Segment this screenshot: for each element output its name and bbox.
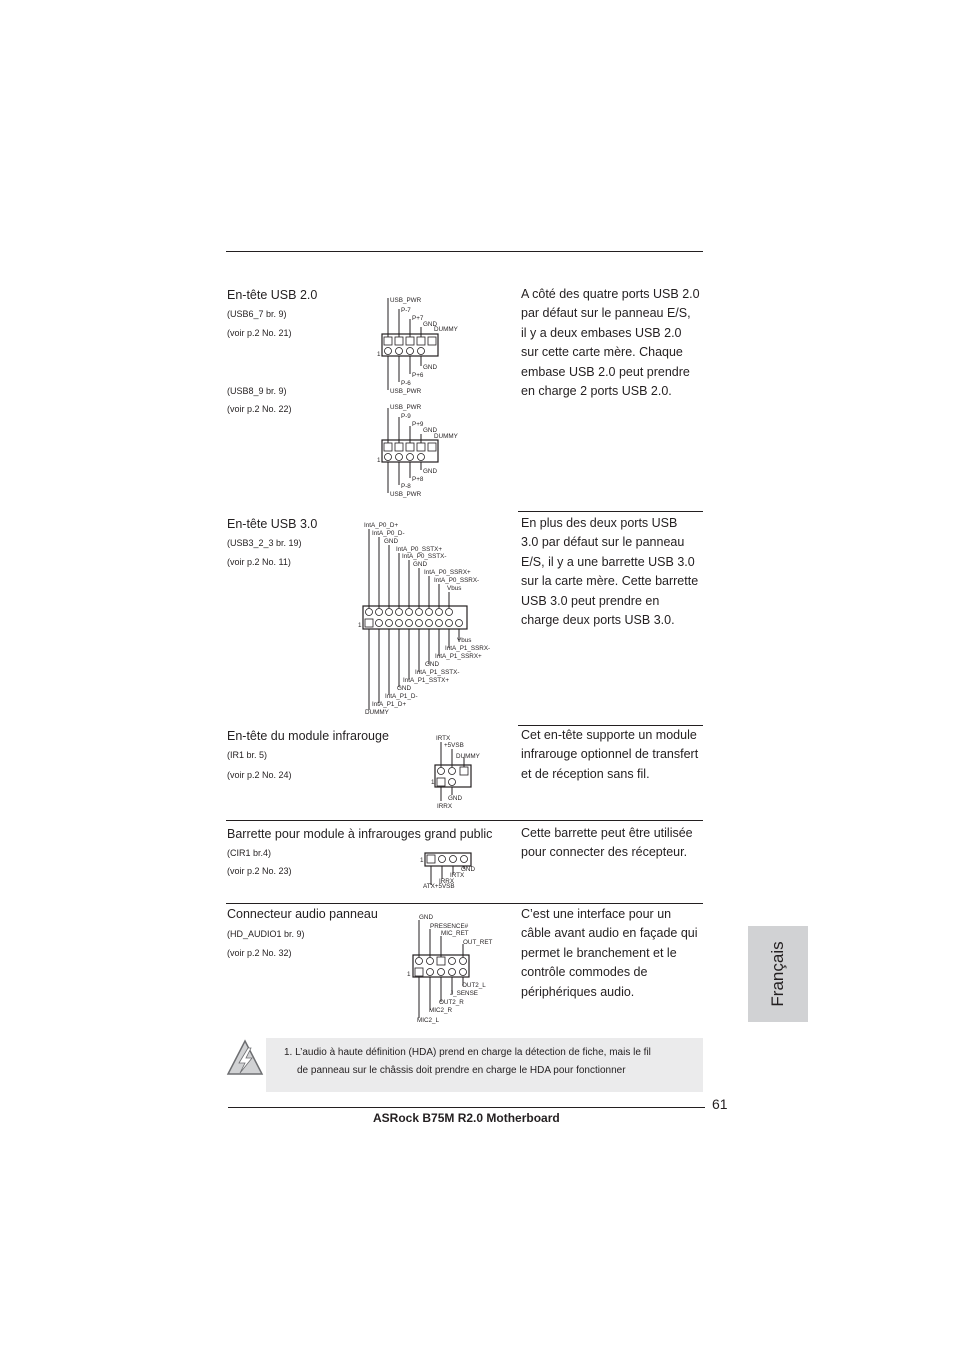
- section-divider: [518, 511, 703, 512]
- svg-text:P+9: P+9: [412, 421, 424, 428]
- page-ref: (voir p.2 No. 24): [227, 770, 292, 780]
- svg-text:P-6: P-6: [401, 380, 411, 387]
- section-description: C’est une interface pour un câble avant audio en façade qui permet le branchement et le contrôle commodes de périphériques audio.: [521, 907, 698, 999]
- svg-text:GND: GND: [423, 321, 437, 328]
- section-title-ir: En-tête du module infrarouge: [227, 729, 389, 743]
- usb89-pin-diagram: [370, 400, 480, 500]
- svg-text:MIC_RET: MIC_RET: [441, 930, 469, 937]
- svg-text:GND: GND: [397, 685, 411, 692]
- svg-text:1: 1: [407, 971, 411, 978]
- header-ref: (USB6_7 br. 9): [227, 309, 287, 319]
- section-description: En plus des deux ports USB 3.0 par défaut sur le panneau E/S, il y a une barrette USB 3.0 sur la carte mère. Cette barrette USB 3.0 peut prendre en charge deux ports USB 3.0.: [521, 516, 699, 628]
- svg-text:DUMMY: DUMMY: [434, 326, 458, 333]
- header-ref: (USB3_2_3 br. 19): [227, 538, 302, 548]
- page-ref: (voir p.2 No. 22): [227, 404, 292, 414]
- warning-icon: [225, 1036, 265, 1080]
- page-number: 61: [712, 1096, 728, 1112]
- language-tab-label: Français: [768, 941, 787, 1007]
- section-description: Cette barrette peut être utilisée pour connecter des récepteur.: [521, 826, 693, 860]
- svg-text:GND: GND: [423, 364, 437, 371]
- svg-text:OUT2_L: OUT2_L: [462, 982, 486, 989]
- svg-text:+5VSB: +5VSB: [444, 742, 464, 749]
- section-title-cir: Barrette pour module à infrarouges grand public: [227, 827, 493, 841]
- svg-text:P-7: P-7: [401, 307, 411, 314]
- section-divider: [226, 820, 703, 821]
- language-tab: [748, 926, 808, 1022]
- header-ref: (IR1 br. 5): [227, 750, 268, 760]
- page-ref: (voir p.2 No. 21): [227, 328, 292, 338]
- svg-text:IntA_P1_D-: IntA_P1_D-: [385, 693, 418, 700]
- svg-text:GND: GND: [423, 468, 437, 475]
- svg-text:USB_PWR: USB_PWR: [390, 491, 422, 498]
- header-ref: (HD_AUDIO1 br. 9): [227, 929, 305, 939]
- svg-text:MIC2_R: MIC2_R: [429, 1007, 453, 1014]
- note-box: [266, 1038, 703, 1092]
- svg-text:GND: GND: [425, 661, 439, 668]
- svg-text:GND: GND: [448, 795, 462, 802]
- footer-title: ASRock B75M R2.0 Motherboard: [373, 1111, 560, 1125]
- svg-text:IntA_P0_D-: IntA_P0_D-: [372, 530, 405, 537]
- svg-text:OUT2_R: OUT2_R: [439, 999, 464, 1006]
- svg-text:IRRX: IRRX: [439, 878, 455, 885]
- svg-text:IRTX: IRTX: [450, 872, 465, 879]
- svg-text:DUMMY: DUMMY: [434, 433, 458, 440]
- svg-text:1: 1: [377, 351, 381, 358]
- usb67-pin-diagram: [370, 290, 480, 400]
- section-description: A côté des quatre ports USB 2.0 par défaut sur le panneau E/S, il y a deux embases USB 2.0 sur cette carte mère. Chaque embase USB 2.0 peut prendre en charge 2 ports USB 2.0.: [521, 287, 700, 399]
- header-ref: (USB8_9 br. 9): [227, 386, 287, 396]
- section-title-usb3: En-tête USB 3.0: [227, 517, 318, 531]
- svg-text:USB_PWR: USB_PWR: [390, 388, 422, 395]
- svg-text:OUT_RET: OUT_RET: [463, 939, 493, 946]
- svg-text:GND: GND: [461, 866, 475, 873]
- section-description: Cet en-tête supporte un module infrarouge optionnel de transfert et de réception sans fil.: [521, 728, 699, 781]
- svg-text:IntA_P1_D+: IntA_P1_D+: [372, 701, 407, 708]
- svg-text:P-8: P-8: [401, 483, 411, 490]
- top-rule: [226, 251, 703, 252]
- svg-text:IntA_P0_SSTX-: IntA_P0_SSTX-: [402, 553, 447, 560]
- svg-text:J_SENSE: J_SENSE: [450, 990, 478, 997]
- section-title-usb2: En-tête USB 2.0: [227, 288, 318, 302]
- svg-text:IntA_P1_SSTX-: IntA_P1_SSTX-: [415, 669, 460, 676]
- svg-text:IntA_P0_SSRX+: IntA_P0_SSRX+: [424, 569, 471, 576]
- svg-text:USB_PWR: USB_PWR: [390, 404, 422, 411]
- svg-text:GND: GND: [413, 561, 427, 568]
- svg-text:IRRX: IRRX: [437, 803, 453, 810]
- usb3-pin-diagram: [355, 518, 505, 718]
- svg-text:1: 1: [420, 857, 424, 864]
- svg-text:P-9: P-9: [401, 413, 411, 420]
- page-ref: (voir p.2 No. 23): [227, 866, 292, 876]
- svg-text:GND: GND: [423, 427, 437, 434]
- svg-text:IntA_P0_D+: IntA_P0_D+: [364, 522, 399, 529]
- svg-text:P+6: P+6: [412, 372, 424, 379]
- footer-rule: [228, 1107, 705, 1108]
- svg-text:1: 1: [358, 622, 362, 629]
- cir-pin-diagram: [418, 850, 488, 894]
- header-ref: (CIR1 br.4): [227, 848, 272, 858]
- svg-text:Vbus: Vbus: [447, 585, 462, 592]
- section-divider: [226, 903, 703, 904]
- svg-text:GND: GND: [384, 538, 398, 545]
- svg-text:DUMMY: DUMMY: [456, 753, 480, 760]
- svg-text:PRESENCE#: PRESENCE#: [430, 923, 469, 930]
- svg-text:IntA_P0_SSRX-: IntA_P0_SSRX-: [434, 577, 480, 584]
- svg-text:USB_PWR: USB_PWR: [390, 297, 422, 304]
- page-ref: (voir p.2 No. 32): [227, 948, 292, 958]
- svg-text:P+7: P+7: [412, 315, 424, 322]
- svg-text:Vbus: Vbus: [457, 637, 472, 644]
- audio-pin-diagram: [405, 910, 505, 1026]
- svg-text:1: 1: [431, 779, 435, 786]
- svg-text:GND: GND: [419, 914, 433, 921]
- svg-text:1: 1: [377, 457, 381, 464]
- svg-text:IntA_P0_SSTX+: IntA_P0_SSTX+: [396, 546, 443, 553]
- ir-pin-diagram: [428, 731, 508, 813]
- svg-text:P+8: P+8: [412, 476, 424, 483]
- svg-text:MIC2_L: MIC2_L: [417, 1017, 440, 1024]
- svg-text:DUMMY: DUMMY: [365, 709, 389, 716]
- section-title-audio: Connecteur audio panneau: [227, 907, 378, 921]
- svg-text:IntA_P1_SSRX-: IntA_P1_SSRX-: [445, 645, 491, 652]
- note-line: 1. L’audio à haute définition (HDA) prend en charge la détection de fiche, mais le fil: [284, 1047, 651, 1058]
- svg-text:IntA_P1_SSTX+: IntA_P1_SSTX+: [403, 677, 450, 684]
- svg-text:IntA_P1_SSRX+: IntA_P1_SSRX+: [435, 653, 482, 660]
- page-ref: (voir p.2 No. 11): [227, 557, 291, 567]
- note-line: de panneau sur le châssis doit prendre en charge le HDA pour fonctionner: [297, 1065, 626, 1076]
- svg-text:IRTX: IRTX: [436, 735, 451, 742]
- svg-text:ATX+5VSB: ATX+5VSB: [423, 883, 455, 890]
